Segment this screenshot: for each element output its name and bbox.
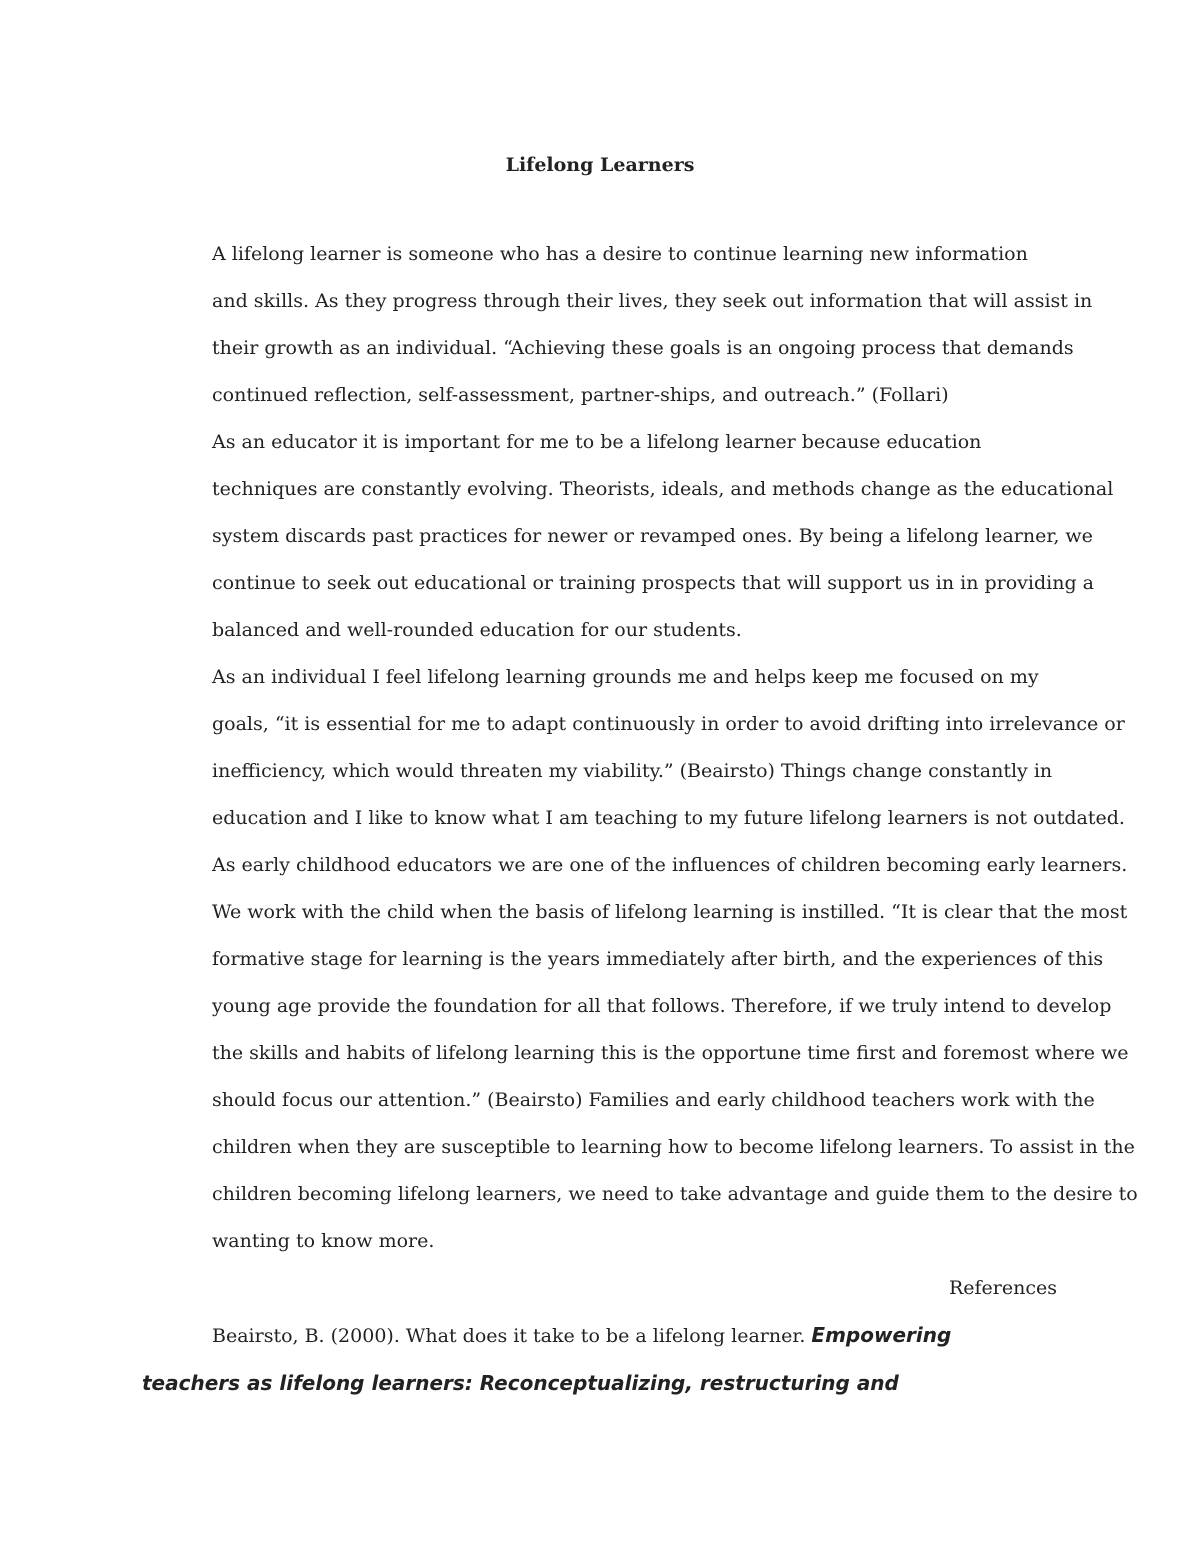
text-line: As early childhood educators we are one of the influences of children becoming early learners. <box>212 854 1128 876</box>
text-line: children when they are susceptible to learning how to become lifelong learners. To assist in the <box>212 1136 1135 1158</box>
text-line: As an educator it is important for me to be a lifelong learner because education <box>212 431 982 453</box>
reference-plain-text: Beairsto, B. (2000). What does it take to be a lifelong learner. <box>212 1325 812 1347</box>
reference-entry <box>142 1312 1057 1407</box>
text-line: goals, “it is essential for me to adapt continuously in order to avoid drifting into irrelevance or <box>212 713 1125 735</box>
text-line: techniques are constantly evolving. Theorists, ideals, and methods change as the educational <box>212 478 1114 500</box>
document-body <box>142 231 1138 1407</box>
reference-line-1 <box>142 1312 1057 1360</box>
text-line: system discards past practices for newer or revamped ones. By being a lifelong learner, we <box>212 525 1093 547</box>
text-line: balanced and well-rounded education for our students. <box>212 619 742 641</box>
document-title: Lifelong Learners <box>505 154 695 176</box>
text-line: continue to seek out educational or training prospects that will support us in in providing a <box>212 572 1094 594</box>
text-line: children becoming lifelong learners, we need to take advantage and guide them to the desire to <box>212 1183 1138 1205</box>
reference-title-part-2: teachers as lifelong learners: Reconceptualizing, restructuring and <box>142 1371 899 1395</box>
paragraph-3 <box>142 654 1138 1265</box>
references-heading: References <box>948 1277 1057 1299</box>
text-line: continued reflection, self-assessment, partner-ships, and outreach.” (Follari) <box>212 384 949 406</box>
text-line: and skills. As they progress through their lives, they seek out information that will assist in <box>212 290 1093 312</box>
text-line: formative stage for learning is the years immediately after birth, and the experiences of this <box>212 948 1104 970</box>
text-line: the skills and habits of lifelong learning this is the opportune time first and foremost where we <box>212 1042 1129 1064</box>
text-line: A lifelong learner is someone who has a desire to continue learning new information <box>212 243 1028 265</box>
text-line: education and I like to know what I am teaching to my future lifelong learners is not outdated. <box>212 807 1125 829</box>
text-line: wanting to know more. <box>212 1230 435 1252</box>
paragraph-1 <box>142 231 1093 419</box>
paragraph-2 <box>142 419 1114 654</box>
text-line: As an individual I feel lifelong learning grounds me and helps keep me focused on my <box>212 666 1039 688</box>
text-line: their growth as an individual. “Achieving these goals is an ongoing process that demands <box>212 337 1074 359</box>
text-line: should focus our attention.” (Beairsto) Families and early childhood teachers work with the <box>212 1089 1095 1111</box>
text-line: inefficiency, which would threaten my viability.” (Beairsto) Things change constantly in <box>212 760 1053 782</box>
text-line: young age provide the foundation for all that follows. Therefore, if we truly intend to develop <box>212 995 1112 1017</box>
reference-title-part-1: Empowering <box>811 1323 952 1347</box>
text-line: We work with the child when the basis of lifelong learning is instilled. “It is clear that the most <box>212 901 1128 923</box>
